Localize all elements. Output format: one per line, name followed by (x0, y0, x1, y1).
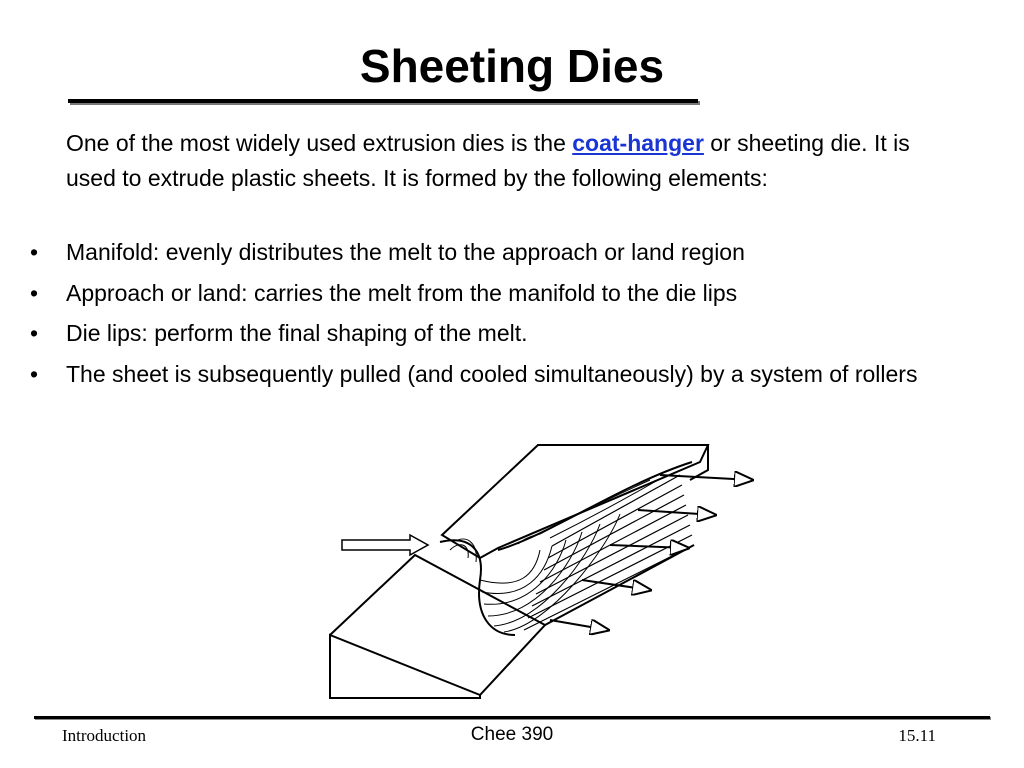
slide-title: Sheeting Dies (359, 40, 665, 92)
footer-slide-number: 15.11 (898, 726, 936, 745)
bullet-text: Die lips: perform the final shaping of the melt. (66, 320, 528, 346)
bullet-list (30, 235, 940, 397)
bullet-text: Approach or land: carries the melt from the manifold to the die lips (66, 279, 738, 306)
upper-die-block (442, 445, 708, 558)
coat-hanger-die-illustration (320, 440, 760, 700)
intro-paragraph (66, 126, 946, 195)
footer-section-label: Introduction (62, 726, 147, 745)
intro-text-end: or sheeting die. It is used to extrude plastic sheets. It is formed by the following elements: (66, 130, 910, 191)
title-underline (68, 99, 698, 103)
bullet-item-manifold (30, 235, 940, 270)
bullet-text: The sheet is subsequently pulled (and cooled simultaneously) by a system of rollers (66, 360, 918, 387)
footer-rule (34, 716, 990, 719)
inlet-arrow-icon (342, 535, 428, 555)
bullet-marker: • (30, 320, 39, 346)
lower-die-block (330, 555, 545, 698)
bullet-item-rollers (30, 357, 940, 392)
bullet-item-die-lips (30, 316, 940, 351)
footer-course-code: Chee 390 (470, 724, 554, 745)
bullet-item-approach (30, 276, 940, 311)
intro-text-start: One of the most widely used extrusion dies is the (66, 130, 573, 156)
bullet-marker: • (30, 239, 39, 265)
bullet-marker: • (30, 279, 39, 306)
coat-hanger-link[interactable]: coat-hanger (572, 130, 704, 156)
bullet-text: Manifold: evenly distributes the melt to the approach or land region (66, 239, 745, 265)
bullet-marker: • (30, 360, 39, 387)
